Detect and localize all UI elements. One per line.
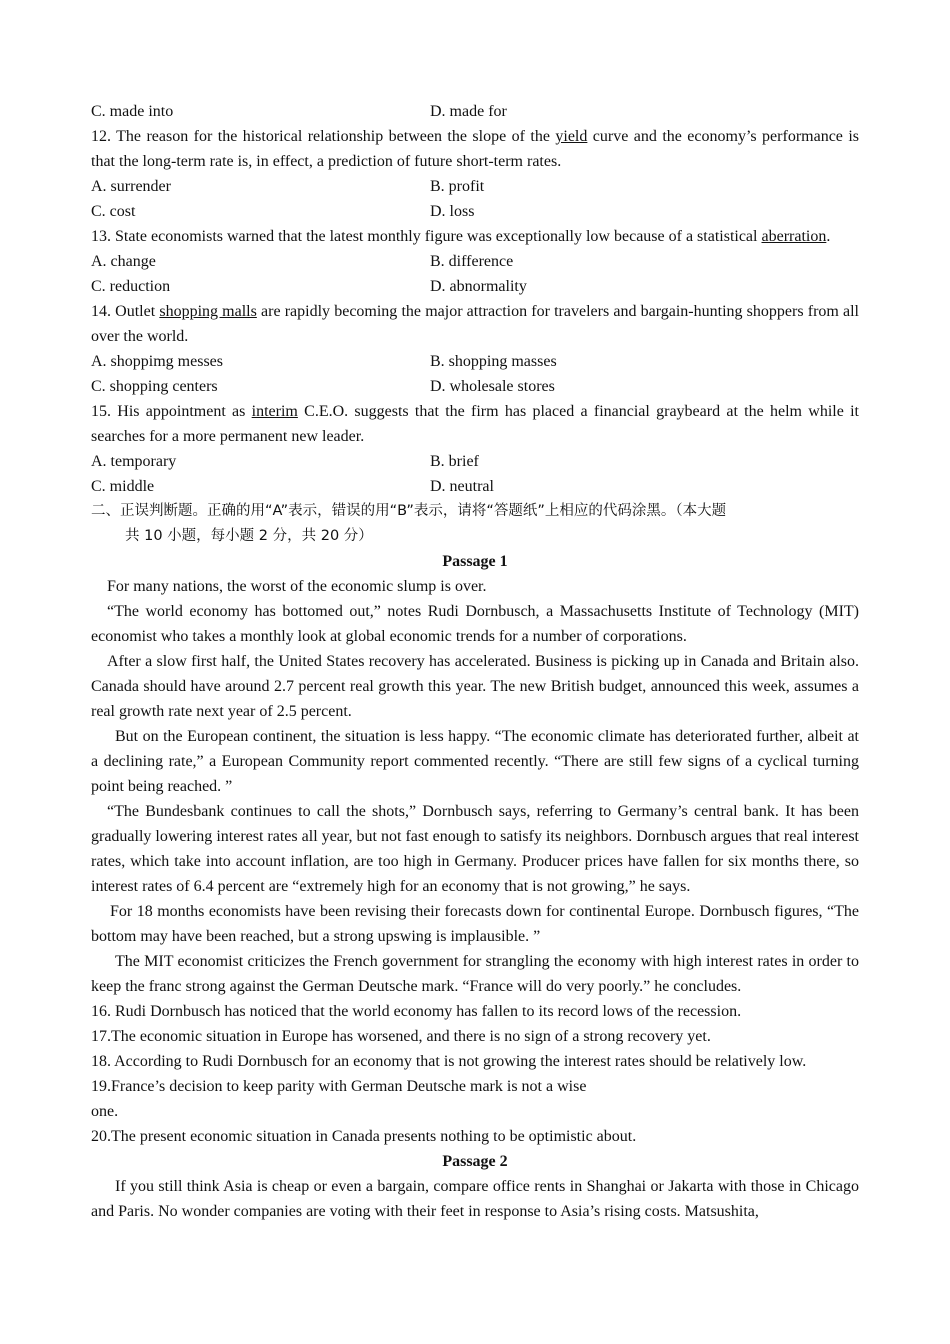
q13-underlined-word: aberration — [761, 228, 827, 245]
q12-option-b: B. profit — [430, 178, 485, 195]
section-2-heading-line1: 二、正误判断题。正确的用“A”表示，错误的用“B”表示，请将“答题纸”上相应的代码涂黑。（本大题 — [91, 503, 727, 519]
passage-2-title: Passage 2 — [442, 1153, 508, 1170]
statement-19-line2: one. — [91, 1103, 119, 1120]
q13-options-cd — [91, 274, 859, 299]
q13-stem-pre: 13. State economists warned that the latest monthly figure was exceptionally low because of a statistical — [91, 228, 762, 245]
statement-17: 17.The economic situation in Europe has worsened, and there is no sign of a strong recovery yet. — [91, 1028, 711, 1045]
q12-option-d: D. loss — [430, 203, 475, 220]
q13-option-b: B. difference — [430, 253, 514, 270]
passage-1-paragraph-2: “The world economy has bottomed out,” notes Rudi Dornbusch, a Massachusetts Institute of Technology (MIT) economist who takes a monthly look at global economic trends for a number of corporations. — [91, 603, 859, 645]
statement-20: 20.The present economic situation in Canada presents nothing to be optimistic about. — [91, 1128, 637, 1145]
q12-options-ab — [91, 174, 859, 199]
q15-stem-post: C.E.O. suggests that the firm has placed a financial graybeard at the helm while it searches for a more permanent new leader. — [91, 403, 859, 445]
q12-stem — [91, 124, 859, 174]
passage-1-paragraph-7: The MIT economist criticizes the French government for strangling the economy with high interest rates in order to keep the franc strong against the German Deutsche mark. “France will do very poorly.” he concludes. — [91, 953, 859, 995]
q15-stem — [91, 399, 859, 449]
q13-options-ab — [91, 249, 859, 274]
q14-stem-pre: 14. Outlet — [91, 303, 160, 320]
q13-stem — [91, 224, 859, 249]
q12-option-c: C. cost — [91, 203, 136, 220]
q15-stem-pre: 15. His appointment as — [91, 403, 252, 420]
passage-2-paragraph-1: If you still think Asia is cheap or even a bargain, compare office rents in Shanghai or Jakarta with those in Chicago and Paris. No wonder companies are voting with their feet in response to Asia’s rising costs. Matsushita, — [91, 1178, 859, 1220]
q15-option-a: A. temporary — [91, 453, 177, 470]
q14-option-b: B. shopping masses — [430, 353, 557, 370]
q11-option-d: D. made for — [430, 103, 507, 120]
statement-18: 18. According to Rudi Dornbusch for an economy that is not growing the interest rates should be relatively low. — [91, 1053, 807, 1070]
q15-option-c: C. middle — [91, 478, 155, 495]
passage-1-paragraph-3: After a slow first half, the United States recovery has accelerated. Business is picking up in Canada and Britain also. Canada should have around 2.7 percent real growth this year. The new British budget, announced this week, assumes a real growth rate next year of 2.5 percent. — [91, 653, 859, 720]
passage-1-paragraph-6: For 18 months economists have been revising their forecasts down for continental Europe. Dornbusch figures, “The bottom may have been reached, but a strong upswing is implausible. ” — [91, 903, 859, 945]
q14-option-d: D. wholesale stores — [430, 378, 555, 395]
statement-19-line1: 19.France’s decision to keep parity with German Deutsche mark is not a wise — [91, 1078, 587, 1095]
q12-options-cd — [91, 199, 859, 224]
q15-option-d: D. neutral — [430, 478, 494, 495]
q11-option-c: C. made into — [91, 103, 174, 120]
q14-underlined-word: shopping malls — [159, 303, 257, 320]
q13-option-d: D. abnormality — [430, 278, 527, 295]
q12-stem-pre: 12. The reason for the historical relationship between the slope of the — [91, 128, 556, 145]
q11-options-cd — [91, 99, 859, 124]
q13-stem-post: . — [826, 228, 831, 245]
section-2-heading — [91, 499, 859, 549]
q14-stem — [91, 299, 859, 349]
q14-options-ab — [91, 349, 859, 374]
passage-1-paragraph-1: For many nations, the worst of the economic slump is over. — [107, 578, 487, 595]
passage-1-title: Passage 1 — [442, 553, 508, 570]
q15-option-b: B. brief — [430, 453, 479, 470]
q12-underlined-word: yield — [555, 128, 588, 145]
q13-option-c: C. reduction — [91, 278, 171, 295]
q14-options-cd — [91, 374, 859, 399]
q14-option-c: C. shopping centers — [91, 378, 218, 395]
q14-option-a: A. shoppimg messes — [91, 353, 223, 370]
section-2-heading-line2: 共 10 小题，每小题 2 分，共 20 分） — [125, 528, 373, 544]
q12-option-a: A. surrender — [91, 178, 171, 195]
q12-stem-post: curve and the economy’s performance is that the long-term rate is, in effect, a prediction of future short-term rates. — [91, 128, 860, 170]
passage-1-paragraph-5: “The Bundesbank continues to call the shots,” Dornbusch says, referring to Germany’s central bank. It has been gradually lowering interest rates all year, but not fast enough to satisfy its neighbors. Dornbusch argues that real interest rates, which take into account inflation, are too high in Germany. Producer prices have fallen for six months there, so interest rates of 6.4 percent are “extremely high for an economy that is not growing,” he says. — [91, 803, 859, 895]
passage-1-paragraph-4: But on the European continent, the situation is less happy. “The economic climate has deteriorated further, albeit at a declining rate,” a European Community report commented recently. “There are still few signs of a cyclical turning point being reached. ” — [91, 728, 859, 795]
q15-options-cd — [91, 474, 859, 499]
exam-page — [91, 99, 859, 1224]
q13-option-a: A. change — [91, 253, 156, 270]
q14-stem-post: are rapidly becoming the major attraction for travelers and bargain-hunting shoppers from all over the world. — [91, 303, 860, 345]
statement-16: 16. Rudi Dornbusch has noticed that the world economy has fallen to its record lows of the recession. — [91, 1003, 742, 1020]
q15-options-ab — [91, 449, 859, 474]
q15-underlined-word: interim — [251, 403, 298, 420]
